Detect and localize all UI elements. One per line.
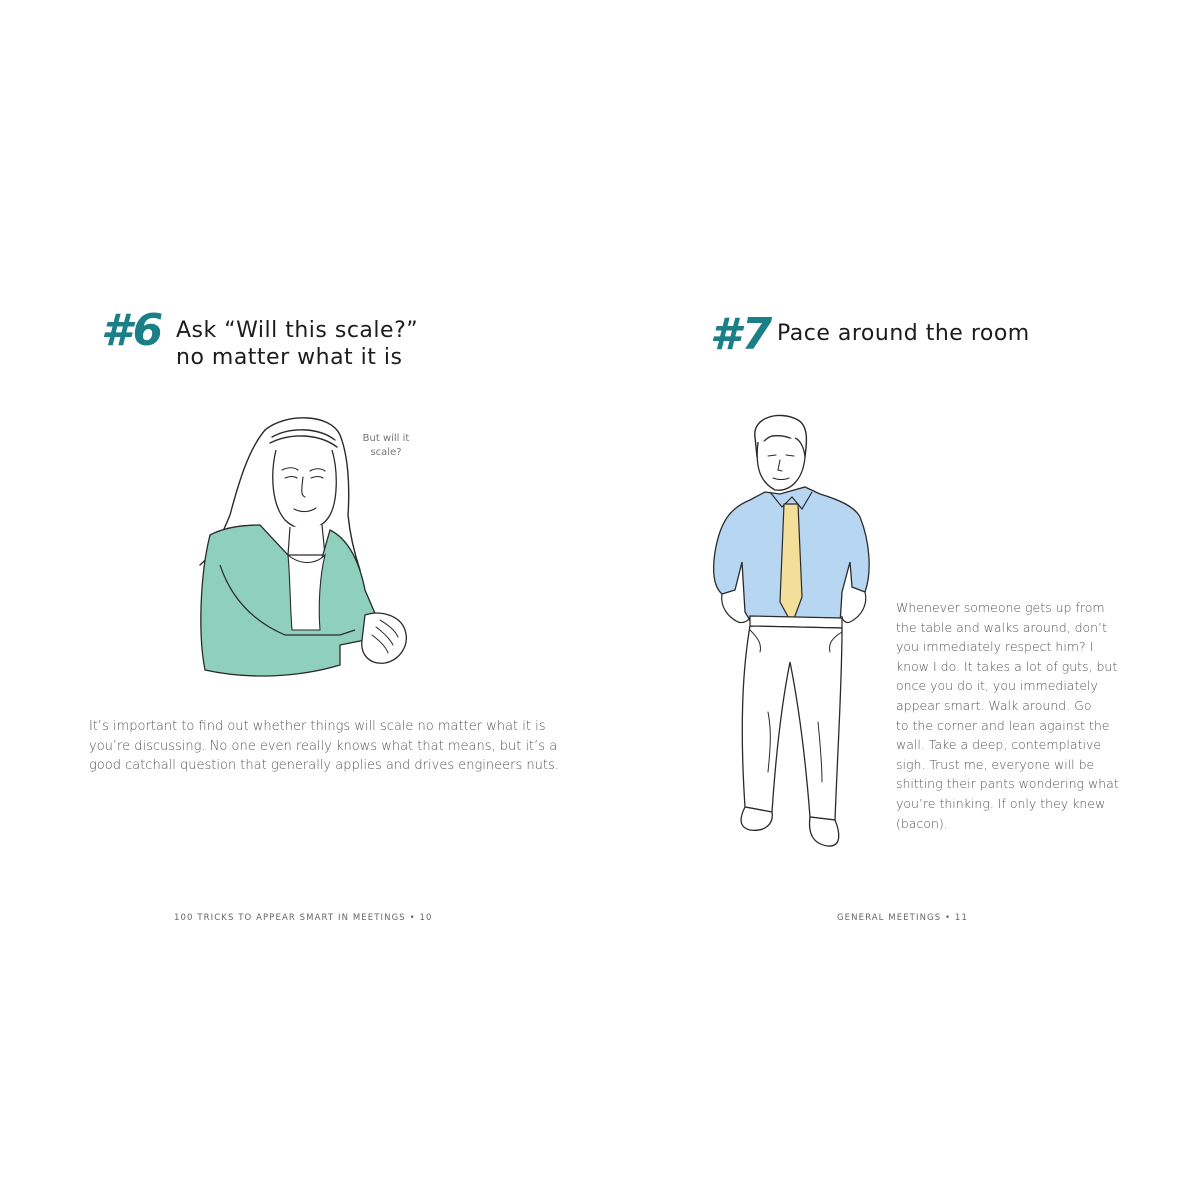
body-text bbox=[89, 717, 559, 776]
body-line: you immediately respect him? I bbox=[896, 639, 1094, 655]
body-line: to the corner and lean against the bbox=[896, 717, 1110, 733]
page-footer: 100 TRICKS TO APPEAR SMART IN MEETINGS • 10 bbox=[174, 913, 433, 923]
right-page bbox=[600, 0, 1200, 1200]
body-line: It’s important to find out whether things will scale no matter what it is bbox=[89, 719, 546, 734]
body-line: once you do it, you immediately bbox=[896, 678, 1098, 694]
man-illustration bbox=[710, 412, 890, 862]
tip-number: #6 bbox=[101, 305, 165, 356]
body-line: you’re discussing. No one even really knows what that means, but it’s a bbox=[89, 738, 558, 754]
speech-bubble-line-2: scale? bbox=[370, 447, 402, 458]
body-line: appear smart. Walk around. Go bbox=[896, 697, 1092, 713]
body-line: (bacon). bbox=[896, 815, 948, 831]
body-text bbox=[896, 598, 1119, 833]
speech-bubble-line-1: But will it bbox=[362, 433, 410, 444]
body-line: know I do. It takes a lot of guts, but bbox=[896, 658, 1118, 674]
tip-number: #7 bbox=[710, 309, 774, 360]
body-line: shitting their pants wondering what bbox=[896, 776, 1119, 792]
tip-title-line-1: Ask “Will this scale?” bbox=[176, 318, 419, 343]
body-line: you’re thinking. If only they knew bbox=[896, 795, 1106, 811]
body-line: Whenever someone gets up from bbox=[896, 600, 1105, 615]
body-line: good catchall question that generally applies and drives engineers nuts. bbox=[89, 758, 559, 774]
body-line: sigh. Trust me, everyone will be bbox=[896, 756, 1095, 772]
tip-title-line-2: no matter what it is bbox=[176, 345, 403, 370]
body-line: wall. Take a deep, contemplative bbox=[896, 737, 1102, 753]
body-line: the table and walks around, don’t bbox=[896, 619, 1107, 635]
page-footer: GENERAL MEETINGS • 11 bbox=[837, 913, 968, 923]
tip-title: Pace around the room bbox=[777, 321, 1030, 346]
